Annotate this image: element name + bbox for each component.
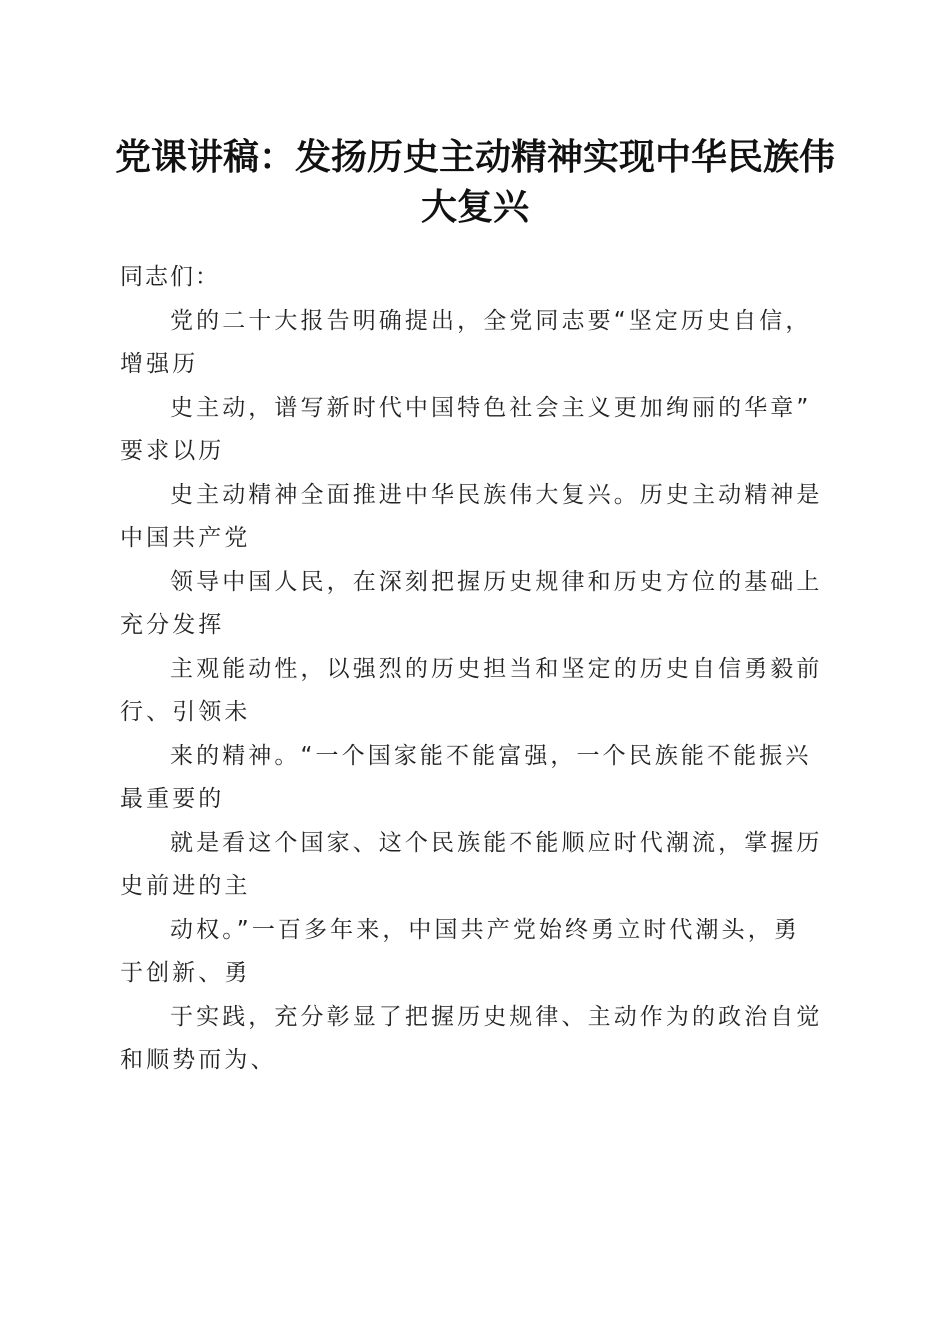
title-line: 大复兴 [420,186,529,228]
body-line: 就是看这个国家、这个民族能不能顺应时代潮流，掌握历 [170,829,823,856]
body-line: 史主动精神全面推进中华民族伟大复兴。历史主动精神是 [170,481,823,508]
body-line: 动权。”一百多年来，中国共产党始终勇立时代潮头，勇 [170,916,800,943]
title-line: 党课讲稿：发扬历史主动精神实现中华民族伟 [114,136,835,178]
salutation: 同志们： [120,264,220,290]
body-line: 来的精神。“一个国家能不能富强，一个民族能不能振兴 [170,742,812,769]
body-line: 史前进的主 [120,873,251,899]
body-line: 史主动，谱写新时代中国特色社会主义更加绚丽的华章” [170,394,812,421]
document-title [100,132,850,232]
body-line: 主观能动性，以强烈的历史担当和坚定的历史自信勇毅前 [170,655,823,682]
body-line: 增强历 [120,351,199,377]
body-lines [120,300,840,1083]
body-line: 行、引领未 [120,699,251,725]
body-line: 最重要的 [120,786,225,812]
document-body [120,256,840,1083]
body-line: 要求以历 [120,438,225,464]
body-line: 和顺势而为、 [120,1047,277,1073]
body-line: 充分发挥 [120,612,225,638]
body-line: 领导中国人民，在深刻把握历史规律和历史方位的基础上 [170,568,823,595]
body-line: 于实践，充分彰显了把握历史规律、主动作为的政治自觉 [170,1003,823,1030]
body-line: 于创新、勇 [120,960,251,986]
body-line: 中国共产党 [120,525,251,551]
body-line: 党的二十大报告明确提出，全党同志要“坚定历史自信， [170,307,812,334]
